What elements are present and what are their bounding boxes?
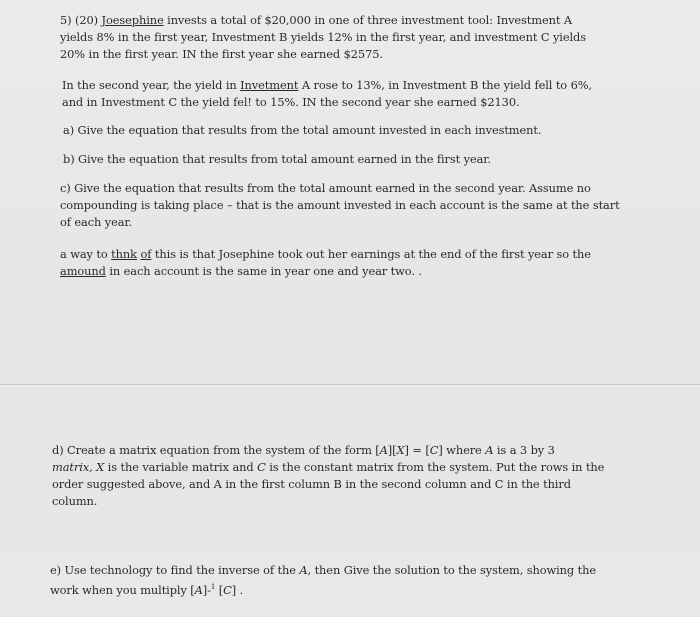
part-b: b) Give the equation that results from total amount earned in the first year. <box>63 152 491 166</box>
part-d-line-4: column. <box>52 494 98 508</box>
part-e-line-1: e) Use technology to find the inverse of the A, then Give the solution to the system, showing the <box>50 563 596 577</box>
second-line-1: In the second year, the yield in Invetment A rose to 13%, in Investment B the yield fell to 6%, <box>62 78 592 92</box>
hint-note <box>60 246 670 280</box>
intro-line-2: yields 8% in the first year, Investment B yields 12% in the first year, and investment C yields <box>60 30 586 44</box>
misspelled-investment: Invetment <box>240 78 299 92</box>
problem-intro <box>60 12 660 63</box>
part-c-line-2: compounding is taking place – that is the amount invested in each account is the same at the start <box>60 198 620 212</box>
part-c <box>60 180 670 231</box>
second-year-paragraph <box>62 77 662 111</box>
part-c-line-3: of each year. <box>60 215 133 229</box>
note-line-2: amound in each account is the same in year one and year two. . <box>60 264 422 278</box>
section-divider <box>0 384 700 385</box>
part-d-line-1: d) Create a matrix equation from the system of the form [A][X] = [C] where A is a 3 by 3 <box>52 443 555 457</box>
part-a: a) Give the equation that results from the total amount invested in each investment. <box>63 123 542 137</box>
part-c-line-1: c) Give the equation that results from the total amount earned in the second year. Assume no <box>60 181 591 195</box>
misspelled-name: Joesephine <box>101 13 164 27</box>
part-d-line-2: matrix, X is the variable matrix and C is the constant matrix from the system. Put the rows in the <box>52 460 605 474</box>
second-line-2: and in Investment C the yield fel! to 15%. IN the second year she earned $2130. <box>62 95 520 109</box>
intro-line-3: 20% in the first year. IN the first year she earned $2575. <box>60 47 383 61</box>
part-d <box>52 442 672 510</box>
part-e-line-2: work when you multiply [A]-$^1$ [C] . <box>50 583 244 597</box>
intro-line-1: 5) (20) Joesephine invests a total of $20,000 in one of three investment tool: Investment A <box>60 13 572 27</box>
note-line-1: a way to thnk of this is that Josephine took out her earnings at the end of the first year so the <box>60 247 591 261</box>
part-d-line-3: order suggested above, and A in the first column B in the second column and C in the third <box>52 477 571 491</box>
section-divider-highlight <box>0 386 700 387</box>
part-e <box>50 562 670 599</box>
